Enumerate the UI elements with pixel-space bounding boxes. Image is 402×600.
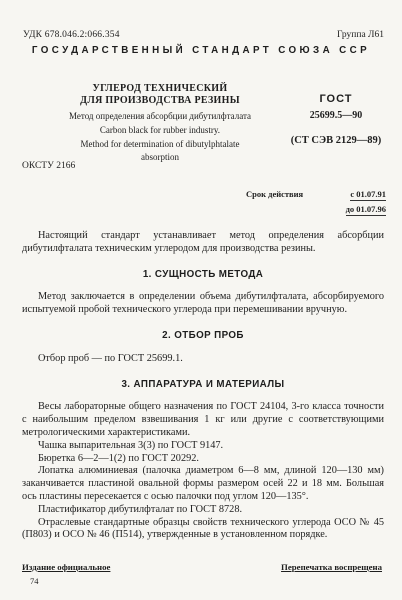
validity-from: с 01.07.91	[350, 189, 386, 199]
section-3-heading: 3. АППАРАТУРА И МАТЕРИАЛЫ	[121, 378, 285, 390]
gost-block	[271, 93, 401, 146]
title-en-line1: Carbon black for rubber industry.	[99, 125, 221, 135]
section-3-paragraph-dish: Чашка выпарительная 3(3) по ГОСТ 9147.	[38, 439, 224, 451]
title-subtitle: Метод определения абсорбции дибутилфталата	[69, 111, 251, 121]
footer-reprint-prohibited: Перепечатка воспрещена	[281, 562, 382, 572]
section-1-heading: 1. СУЩНОСТЬ МЕТОДА	[142, 268, 264, 280]
group-code: Группа Л61	[337, 30, 384, 40]
section-3-paragraph-plasticizer: Пластификатор дибутилфталат по ГОСТ 8728.	[38, 503, 243, 515]
gost-number: 25699.5—90	[309, 110, 363, 121]
section-3-paragraph-burette: Бюретка 6—2—1(2) по ГОСТ 20292.	[38, 452, 199, 464]
section-3-paragraph-scales: Весы лабораторные общего назначения по ГОСТ 24104, 3-го класса точности с наибольшим пределом взвешивания 1 кг или другие с соответствующими метрологическими характеристиками.	[22, 401, 384, 438]
title-en-line3: absorption	[141, 152, 179, 162]
title-en-line2: Method for determination of dibutylphtalate	[80, 138, 240, 149]
document-body	[22, 230, 384, 542]
title-ru-line1: УГЛЕРОД ТЕХНИЧЕСКИЙ	[92, 83, 228, 94]
udk-code: УДК 678.046.2:066.354	[23, 30, 120, 40]
section-3-paragraph-spatula: Лопатка алюминиевая (палочка диаметром 6—8 мм, длиной 120—130 мм) заканчивается пластиной овальной формы размером осей 22 и 18 мм. Большая ось пластины пересекается с осью палочки под углом 120—135°.	[22, 465, 384, 502]
section-1-text: Метод заключается в определении объема дибутилфталата, абсорбируемого испытуемой пробой технического углерода при перемешивании вручную.	[22, 291, 384, 316]
sev-number: (СТ СЭВ 2129—89)	[290, 135, 382, 146]
okstu-code: ОКСТУ 2166	[22, 161, 76, 171]
validity-label: Срок действия	[246, 189, 304, 199]
standard-banner: ГОСУДАРСТВЕННЫЙ СТАНДАРТ СОЮЗА ССР	[31, 45, 371, 56]
section-2-text: Отбор проб — по ГОСТ 25699.1.	[38, 352, 183, 364]
intro-paragraph: Настоящий стандарт устанавливает метод определения абсорбции дибутилфталата техническим углеродом для производства резины.	[22, 230, 384, 254]
validity-block	[246, 189, 386, 216]
validity-to: до 01.07.96	[345, 204, 386, 214]
section-3-paragraph-samples: Отраслевые стандартные образцы свойств технического углерода ОСО № 45 (П803) и ОСО № 46 (П514), утвержденные в установленном порядке.	[22, 516, 384, 541]
gost-label: ГОСТ	[319, 93, 353, 105]
title-ru-line2: ДЛЯ ПРОИЗВОДСТВА РЕЗИНЫ	[80, 95, 240, 106]
section-2-heading: 2. ОТБОР ПРОБ	[162, 329, 244, 341]
page-number: 74	[30, 576, 39, 586]
footer-official-edition: Издание официальное	[22, 562, 111, 572]
title-block	[55, 83, 265, 163]
